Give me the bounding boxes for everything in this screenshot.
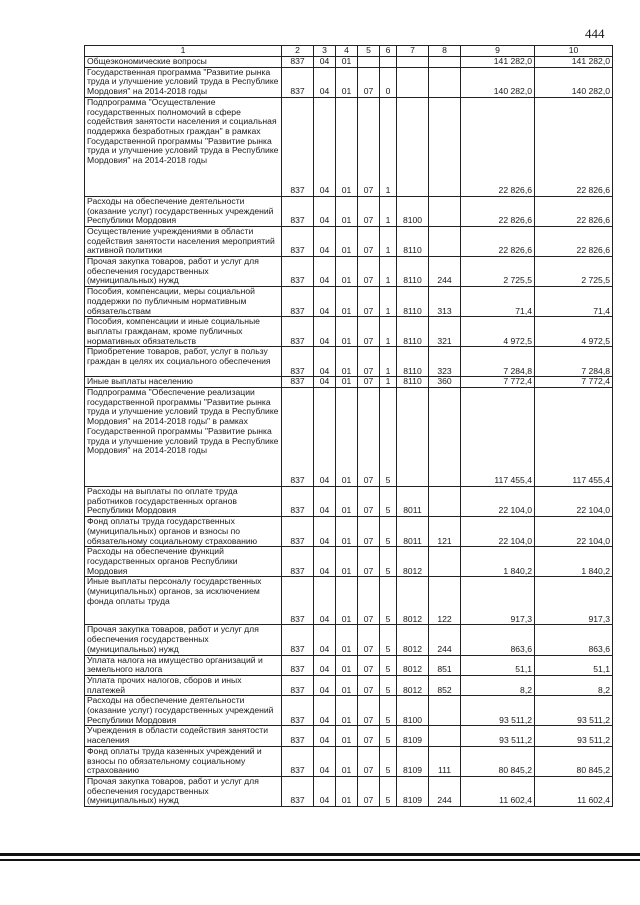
row-code-subprogram: 5 [380, 388, 397, 487]
row-code-subsection: 01 [336, 257, 358, 287]
table-row [85, 196, 613, 226]
row-name: Уплата прочих налогов, сборов и иных платежей [85, 675, 282, 695]
row-code-subsection: 01 [336, 57, 358, 68]
row-code-subsection: 01 [336, 776, 358, 806]
row-amount: 11 602,4 [461, 776, 535, 806]
row-name: Государственная программа "Развитие рынка труда и улучшение условий труда в Республике Мордовия" на 2014-2018 годы [85, 67, 282, 97]
row-amount-total: 140 282,0 [535, 67, 613, 97]
column-header: 2 [282, 46, 314, 57]
row-code-expense-type: 360 [429, 377, 461, 388]
row-code-subsection: 01 [336, 388, 358, 487]
row-name: Прочая закупка товаров, работ и услуг для обеспечения государственных (муниципальных) нужд [85, 776, 282, 806]
row-amount: 93 511,2 [461, 696, 535, 726]
row-amount-total: 51,1 [535, 655, 613, 675]
row-name: Расходы на обеспечение деятельности (оказание услуг) государственных учреждений Республики Мордовия [85, 696, 282, 726]
column-header: 1 [85, 46, 282, 57]
row-code-target: 8012 [397, 675, 429, 695]
row-code-target: 8012 [397, 625, 429, 655]
row-code-program: 07 [358, 517, 380, 547]
row-code-program: 07 [358, 696, 380, 726]
row-code-admin: 837 [282, 97, 314, 196]
row-code-subsection: 01 [336, 746, 358, 776]
bottom-rule [0, 859, 640, 861]
row-code-target [397, 67, 429, 97]
row-code-subsection: 01 [336, 547, 358, 577]
row-amount: 4 972,5 [461, 317, 535, 347]
row-name: Подпрограмма "Обеспечение реализации государственной программы "Развитие рынка труда и улучшение условий труда в Республике Мордовия" на 2014-2018 годы" в рамках Государственной программы "Развитие рынка труда и улучшение условий труда в Республике Мордовия" на 2014-2018 годы [85, 388, 282, 487]
table-row [85, 696, 613, 726]
row-amount: 22 104,0 [461, 517, 535, 547]
table-row [85, 97, 613, 196]
row-name: Приобретение товаров, работ, услуг в пользу граждан в целях их социального обеспечения [85, 347, 282, 377]
row-code-admin: 837 [282, 67, 314, 97]
row-code-subprogram: 5 [380, 655, 397, 675]
row-amount-total: 7 284,8 [535, 347, 613, 377]
row-code-subprogram: 5 [380, 696, 397, 726]
row-code-admin: 837 [282, 57, 314, 68]
row-amount: 141 282,0 [461, 57, 535, 68]
table-row [85, 287, 613, 317]
row-amount: 22 826,6 [461, 196, 535, 226]
row-amount: 117 455,4 [461, 388, 535, 487]
row-amount: 51,1 [461, 655, 535, 675]
row-code-subsection: 01 [336, 577, 358, 625]
row-code-section: 04 [314, 577, 336, 625]
row-code-subprogram [380, 57, 397, 68]
row-amount-total: 1 840,2 [535, 547, 613, 577]
row-code-program: 07 [358, 287, 380, 317]
row-name: Расходы на выплаты по оплате труда работников государственных органов Республики Мордовия [85, 487, 282, 517]
row-code-target: 8012 [397, 547, 429, 577]
row-code-section: 04 [314, 776, 336, 806]
row-amount: 7 284,8 [461, 347, 535, 377]
row-amount: 7 772,4 [461, 377, 535, 388]
row-code-program: 07 [358, 388, 380, 487]
row-code-target: 8110 [397, 226, 429, 256]
row-code-admin: 837 [282, 577, 314, 625]
row-code-target [397, 97, 429, 196]
row-code-admin: 837 [282, 675, 314, 695]
row-code-section: 04 [314, 746, 336, 776]
row-amount-total: 80 845,2 [535, 746, 613, 776]
row-code-section: 04 [314, 675, 336, 695]
row-code-admin: 837 [282, 347, 314, 377]
row-code-admin: 837 [282, 625, 314, 655]
row-amount: 140 282,0 [461, 67, 535, 97]
row-code-section: 04 [314, 347, 336, 377]
row-code-section: 04 [314, 57, 336, 68]
row-code-section: 04 [314, 517, 336, 547]
row-name: Фонд оплаты труда казенных учреждений и взносы по обязательному социальному страхованию [85, 746, 282, 776]
column-header: 6 [380, 46, 397, 57]
row-amount-total: 22 104,0 [535, 487, 613, 517]
row-code-target: 8011 [397, 487, 429, 517]
row-code-subsection: 01 [336, 487, 358, 517]
row-code-subsection: 01 [336, 655, 358, 675]
row-code-admin: 837 [282, 377, 314, 388]
row-code-subprogram: 1 [380, 226, 397, 256]
row-amount-total: 917,3 [535, 577, 613, 625]
row-amount: 22 826,6 [461, 97, 535, 196]
row-code-expense-type: 244 [429, 625, 461, 655]
table-row [85, 317, 613, 347]
row-code-expense-type [429, 67, 461, 97]
row-amount: 863,6 [461, 625, 535, 655]
row-code-expense-type [429, 696, 461, 726]
row-code-program: 07 [358, 655, 380, 675]
row-code-section: 04 [314, 487, 336, 517]
row-code-program: 07 [358, 726, 380, 746]
row-code-subprogram: 1 [380, 317, 397, 347]
table-row [85, 487, 613, 517]
table-row [85, 625, 613, 655]
row-code-section: 04 [314, 287, 336, 317]
row-code-subprogram: 1 [380, 377, 397, 388]
row-code-target: 8109 [397, 746, 429, 776]
row-code-section: 04 [314, 655, 336, 675]
table-row [85, 388, 613, 487]
row-code-program: 07 [358, 257, 380, 287]
table-row [85, 347, 613, 377]
table-row [85, 577, 613, 625]
row-code-subsection: 01 [336, 317, 358, 347]
row-code-program: 07 [358, 776, 380, 806]
table-row [85, 517, 613, 547]
row-code-expense-type [429, 57, 461, 68]
column-header: 9 [461, 46, 535, 57]
row-code-program: 07 [358, 746, 380, 776]
row-code-subsection: 01 [336, 377, 358, 388]
row-code-admin: 837 [282, 388, 314, 487]
row-name: Расходы на обеспечение функций государственных органов Республики Мордовия [85, 547, 282, 577]
row-code-subsection: 01 [336, 675, 358, 695]
bottom-rule [0, 853, 640, 856]
row-code-target [397, 57, 429, 68]
row-code-subsection: 01 [336, 625, 358, 655]
row-code-section: 04 [314, 317, 336, 347]
row-code-subprogram: 5 [380, 487, 397, 517]
row-code-subsection: 01 [336, 347, 358, 377]
row-code-program: 07 [358, 487, 380, 517]
row-code-target: 8012 [397, 655, 429, 675]
row-code-admin: 837 [282, 517, 314, 547]
row-name: Общеэкономические вопросы [85, 57, 282, 68]
table-row [85, 257, 613, 287]
row-code-expense-type: 323 [429, 347, 461, 377]
row-code-target: 8109 [397, 776, 429, 806]
row-amount: 22 826,6 [461, 226, 535, 256]
table-row [85, 746, 613, 776]
row-amount: 80 845,2 [461, 746, 535, 776]
row-code-section: 04 [314, 547, 336, 577]
row-amount-total: 71,4 [535, 287, 613, 317]
column-header: 7 [397, 46, 429, 57]
table-body [85, 46, 613, 807]
row-code-section: 04 [314, 226, 336, 256]
row-code-subprogram: 1 [380, 196, 397, 226]
row-code-section: 04 [314, 377, 336, 388]
row-code-admin: 837 [282, 257, 314, 287]
row-code-expense-type [429, 196, 461, 226]
row-amount: 917,3 [461, 577, 535, 625]
row-code-subsection: 01 [336, 696, 358, 726]
row-name: Пособия, компенсации и иные социальные выплаты гражданам, кроме публичных нормативных обязательств [85, 317, 282, 347]
row-code-admin: 837 [282, 776, 314, 806]
column-header: 5 [358, 46, 380, 57]
column-header: 4 [336, 46, 358, 57]
row-code-subprogram: 5 [380, 726, 397, 746]
row-code-admin: 837 [282, 487, 314, 517]
row-amount-total: 11 602,4 [535, 776, 613, 806]
row-code-section: 04 [314, 257, 336, 287]
column-header: 8 [429, 46, 461, 57]
row-code-program: 07 [358, 547, 380, 577]
budget-table [84, 45, 613, 807]
row-code-expense-type [429, 547, 461, 577]
row-name: Прочая закупка товаров, работ и услуг для обеспечения государственных (муниципальных) нужд [85, 625, 282, 655]
row-amount: 1 840,2 [461, 547, 535, 577]
row-code-target: 8011 [397, 517, 429, 547]
row-amount-total: 93 511,2 [535, 726, 613, 746]
row-amount-total: 22 104,0 [535, 517, 613, 547]
table-row [85, 726, 613, 746]
row-code-subsection: 01 [336, 67, 358, 97]
row-code-subprogram: 0 [380, 67, 397, 97]
row-code-expense-type: 111 [429, 746, 461, 776]
row-code-subprogram: 1 [380, 97, 397, 196]
table-row [85, 67, 613, 97]
row-name: Фонд оплаты труда государственных (муниципальных) органов и взносы по обязательному социальному страхованию [85, 517, 282, 547]
row-code-target: 8110 [397, 287, 429, 317]
row-code-subprogram: 5 [380, 517, 397, 547]
row-code-admin: 837 [282, 746, 314, 776]
table-row [85, 57, 613, 68]
row-code-subsection: 01 [336, 226, 358, 256]
row-code-admin: 837 [282, 226, 314, 256]
row-code-target: 8110 [397, 257, 429, 287]
row-code-program: 07 [358, 377, 380, 388]
row-code-program: 07 [358, 317, 380, 347]
row-code-subsection: 01 [336, 196, 358, 226]
row-code-target: 8109 [397, 726, 429, 746]
row-amount: 8,2 [461, 675, 535, 695]
row-amount-total: 8,2 [535, 675, 613, 695]
column-header: 10 [535, 46, 613, 57]
table-row [85, 547, 613, 577]
row-amount-total: 7 772,4 [535, 377, 613, 388]
row-amount-total: 93 511,2 [535, 696, 613, 726]
row-code-section: 04 [314, 726, 336, 746]
row-code-subprogram: 5 [380, 577, 397, 625]
row-code-subsection: 01 [336, 517, 358, 547]
row-amount: 71,4 [461, 287, 535, 317]
row-amount-total: 22 826,6 [535, 97, 613, 196]
row-code-subsection: 01 [336, 97, 358, 196]
table-row [85, 776, 613, 806]
row-code-program: 07 [358, 97, 380, 196]
row-code-target: 8110 [397, 347, 429, 377]
row-code-expense-type: 313 [429, 287, 461, 317]
row-code-expense-type [429, 487, 461, 517]
row-code-subprogram: 1 [380, 257, 397, 287]
row-code-admin: 837 [282, 287, 314, 317]
row-code-expense-type: 321 [429, 317, 461, 347]
row-code-admin: 837 [282, 547, 314, 577]
row-code-program [358, 57, 380, 68]
row-code-program: 07 [358, 67, 380, 97]
row-code-expense-type: 244 [429, 776, 461, 806]
row-amount-total: 4 972,5 [535, 317, 613, 347]
page-number: 444 [585, 26, 605, 41]
row-code-subprogram: 5 [380, 547, 397, 577]
row-code-target: 8110 [397, 317, 429, 347]
row-name: Расходы на обеспечение деятельности (оказание услуг) государственных учреждений Республики Мордовия [85, 196, 282, 226]
row-code-target: 8012 [397, 577, 429, 625]
row-code-section: 04 [314, 696, 336, 726]
row-code-target: 8110 [397, 377, 429, 388]
row-code-subprogram: 1 [380, 287, 397, 317]
row-code-expense-type: 851 [429, 655, 461, 675]
row-code-expense-type [429, 97, 461, 196]
row-code-program: 07 [358, 577, 380, 625]
row-code-program: 07 [358, 226, 380, 256]
row-name: Учреждения в области содействия занятости населения [85, 726, 282, 746]
table-row [85, 377, 613, 388]
row-code-expense-type: 852 [429, 675, 461, 695]
row-amount-total: 2 725,5 [535, 257, 613, 287]
row-amount-total: 141 282,0 [535, 57, 613, 68]
row-code-subprogram: 5 [380, 776, 397, 806]
row-code-section: 04 [314, 388, 336, 487]
table-header-row [85, 46, 613, 57]
row-code-section: 04 [314, 196, 336, 226]
row-name: Иные выплаты населению [85, 377, 282, 388]
row-name: Прочая закупка товаров, работ и услуг для обеспечения государственных (муниципальных) нужд [85, 257, 282, 287]
row-code-admin: 837 [282, 317, 314, 347]
row-code-target: 8100 [397, 696, 429, 726]
row-amount-total: 117 455,4 [535, 388, 613, 487]
row-code-admin: 837 [282, 696, 314, 726]
row-name: Уплата налога на имущество организаций и земельного налога [85, 655, 282, 675]
row-code-subprogram: 5 [380, 675, 397, 695]
row-amount-total: 863,6 [535, 625, 613, 655]
row-code-subprogram: 1 [380, 347, 397, 377]
row-name: Иные выплаты персоналу государственных (муниципальных) органов, за исключением фонда оплаты труда [85, 577, 282, 625]
row-code-program: 07 [358, 196, 380, 226]
column-header: 3 [314, 46, 336, 57]
row-code-expense-type: 244 [429, 257, 461, 287]
row-amount: 2 725,5 [461, 257, 535, 287]
table-row [85, 226, 613, 256]
row-amount: 22 104,0 [461, 487, 535, 517]
table-row [85, 655, 613, 675]
row-code-subprogram: 5 [380, 625, 397, 655]
row-code-admin: 837 [282, 655, 314, 675]
row-code-section: 04 [314, 625, 336, 655]
row-name: Подпрограмма "Осуществление государственных полномочий в сфере содействия занятости населения и социальная поддержка безработных граждан" в рамках Государственной программы "Развитие рынка труда и улучшение условий труда в Республике Мордовия" на 2014-2018 годы [85, 97, 282, 196]
row-code-admin: 837 [282, 726, 314, 746]
row-code-expense-type [429, 226, 461, 256]
row-code-subsection: 01 [336, 287, 358, 317]
row-amount: 93 511,2 [461, 726, 535, 746]
row-code-program: 07 [358, 675, 380, 695]
row-code-section: 04 [314, 67, 336, 97]
row-code-subsection: 01 [336, 726, 358, 746]
row-code-admin: 837 [282, 196, 314, 226]
row-code-section: 04 [314, 97, 336, 196]
row-code-target: 8100 [397, 196, 429, 226]
row-code-expense-type [429, 388, 461, 487]
row-code-program: 07 [358, 625, 380, 655]
row-code-program: 07 [358, 347, 380, 377]
row-code-expense-type [429, 726, 461, 746]
row-name: Осуществление учреждениями в области содействия занятости населения мероприятий активной политики [85, 226, 282, 256]
row-name: Пособия, компенсации, меры социальной поддержки по публичным нормативным обязательствам [85, 287, 282, 317]
table-row [85, 675, 613, 695]
row-code-subprogram: 5 [380, 746, 397, 776]
row-code-expense-type: 122 [429, 577, 461, 625]
row-code-target [397, 388, 429, 487]
row-code-expense-type: 121 [429, 517, 461, 547]
row-amount-total: 22 826,6 [535, 226, 613, 256]
row-amount-total: 22 826,6 [535, 196, 613, 226]
